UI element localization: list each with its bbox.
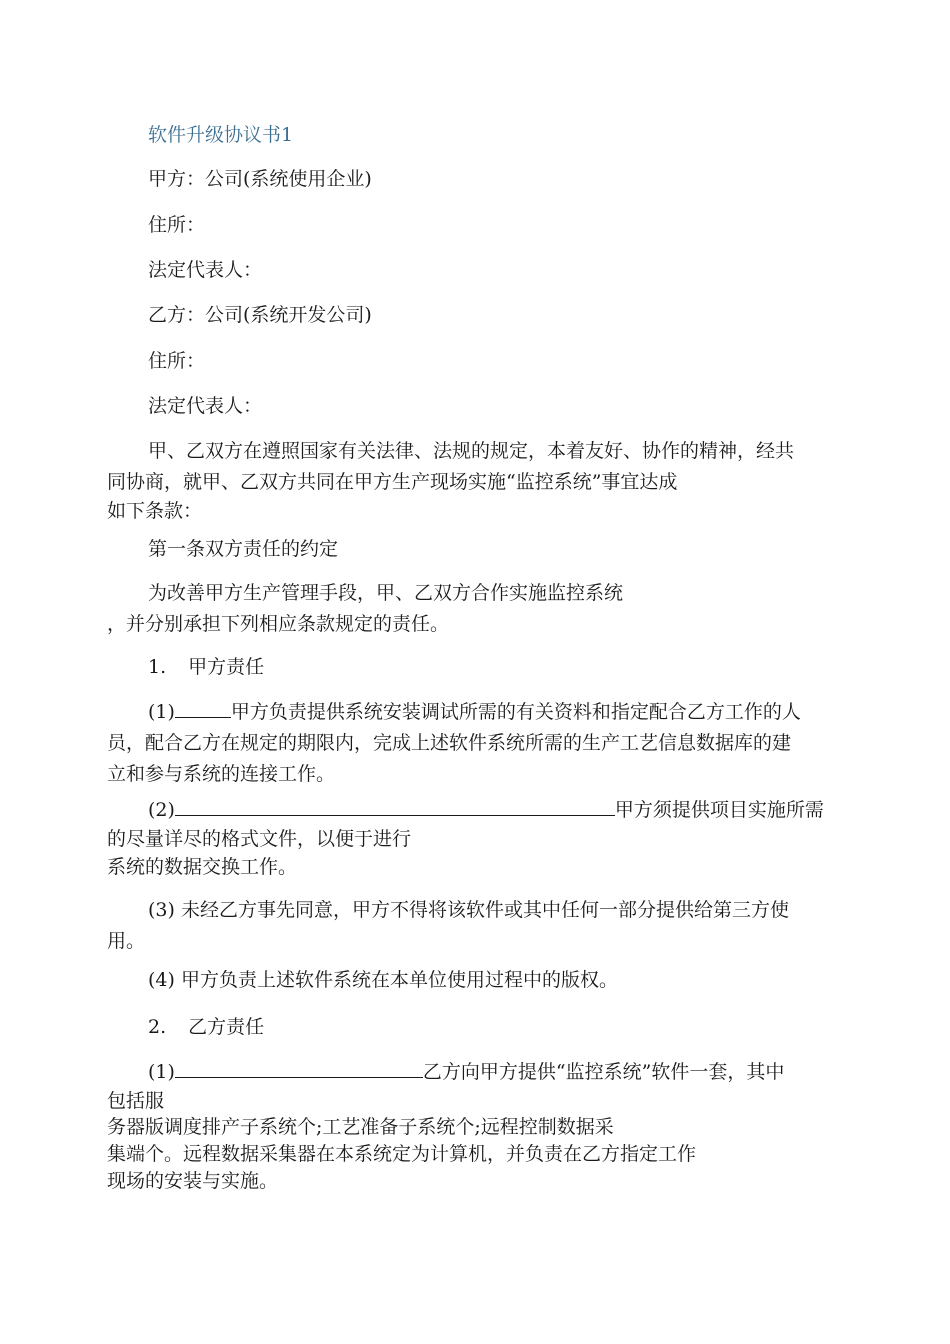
document-title: 软件升级协议书1 bbox=[148, 124, 294, 146]
fill-blank bbox=[175, 795, 615, 816]
section-number: 1. bbox=[148, 656, 167, 678]
party-a-item-2 bbox=[107, 795, 841, 883]
party-a-name: 甲方：公司(系统使用企业) bbox=[148, 168, 372, 190]
section-heading-party-a bbox=[148, 653, 264, 681]
article-intro-line: ，并分别承担下列相应条款规定的责任。 bbox=[107, 613, 450, 635]
item-text: 员，配合乙方在规定的期限内，完成上述软件系统所需的生产工艺信息数据库的建 bbox=[107, 732, 792, 754]
intro-line: 同协商，就甲、乙双方共同在甲方生产现场实施“监控系统”事宜达成 bbox=[107, 471, 678, 493]
party-a-address: 住所： bbox=[148, 214, 206, 236]
section-heading-party-b bbox=[148, 1013, 264, 1041]
party-b-address: 住所： bbox=[148, 350, 206, 372]
item-text: 现场的安装与实施。 bbox=[107, 1170, 279, 1192]
party-b-name: 乙方：公司(系统开发公司) bbox=[148, 304, 372, 326]
article-intro-line: 为改善甲方生产管理手段，甲、乙双方合作实施监控系统 bbox=[148, 582, 624, 604]
party-a-item-3 bbox=[107, 895, 841, 957]
party-b-item-1 bbox=[107, 1057, 841, 1194]
item-text: (3) 未经乙方事先同意，甲方不得将该软件或其中任何一部分提供给第三方使 bbox=[148, 899, 789, 921]
section-number: 2. bbox=[148, 1016, 167, 1038]
item-number: (2) bbox=[148, 799, 175, 821]
item-number: (1) bbox=[148, 1061, 175, 1083]
intro-paragraph bbox=[107, 436, 841, 524]
item-text: 甲方负责提供系统安装调试所需的有关资料和指定配合乙方工作的人 bbox=[230, 701, 801, 723]
article-heading: 第一条双方责任的约定 bbox=[148, 538, 339, 560]
item-number: (1) bbox=[148, 701, 175, 723]
item-text: 甲方须提供项目实施所需 bbox=[614, 799, 824, 821]
article-intro bbox=[107, 578, 841, 640]
item-text: 系统的数据交换工作。 bbox=[107, 856, 298, 878]
item-text: 用。 bbox=[107, 930, 146, 952]
fill-blank bbox=[175, 697, 231, 718]
item-text: 乙方向甲方提供“监控系统”软件一套，其中 bbox=[422, 1061, 785, 1083]
party-a-item-1 bbox=[107, 697, 841, 790]
fill-blank bbox=[175, 1057, 423, 1078]
section-title: 乙方责任 bbox=[188, 1016, 265, 1038]
intro-line: 甲、乙双方在遵照国家有关法律、法规的规定，本着友好、协作的精神，经共 bbox=[148, 440, 795, 462]
item-text: 集端个。远程数据采集器在本系统定为计算机，并负责在乙方指定工作 bbox=[107, 1143, 697, 1165]
party-b-representative: 法定代表人： bbox=[148, 395, 263, 417]
section-title: 甲方责任 bbox=[188, 656, 265, 678]
party-a-item-4: (4) 甲方负责上述软件系统在本单位使用过程中的版权。 bbox=[148, 969, 618, 991]
item-text: 的尽量详尽的格式文件，以便于进行 bbox=[107, 828, 412, 850]
item-text: 务器版调度排产子系统个;工艺准备子系统个;远程控制数据采 bbox=[107, 1116, 614, 1138]
item-text: 包括服 bbox=[107, 1090, 165, 1112]
item-text: 立和参与系统的连接工作。 bbox=[107, 763, 336, 785]
intro-line: 如下条款： bbox=[107, 500, 203, 522]
party-a-representative: 法定代表人： bbox=[148, 259, 263, 281]
